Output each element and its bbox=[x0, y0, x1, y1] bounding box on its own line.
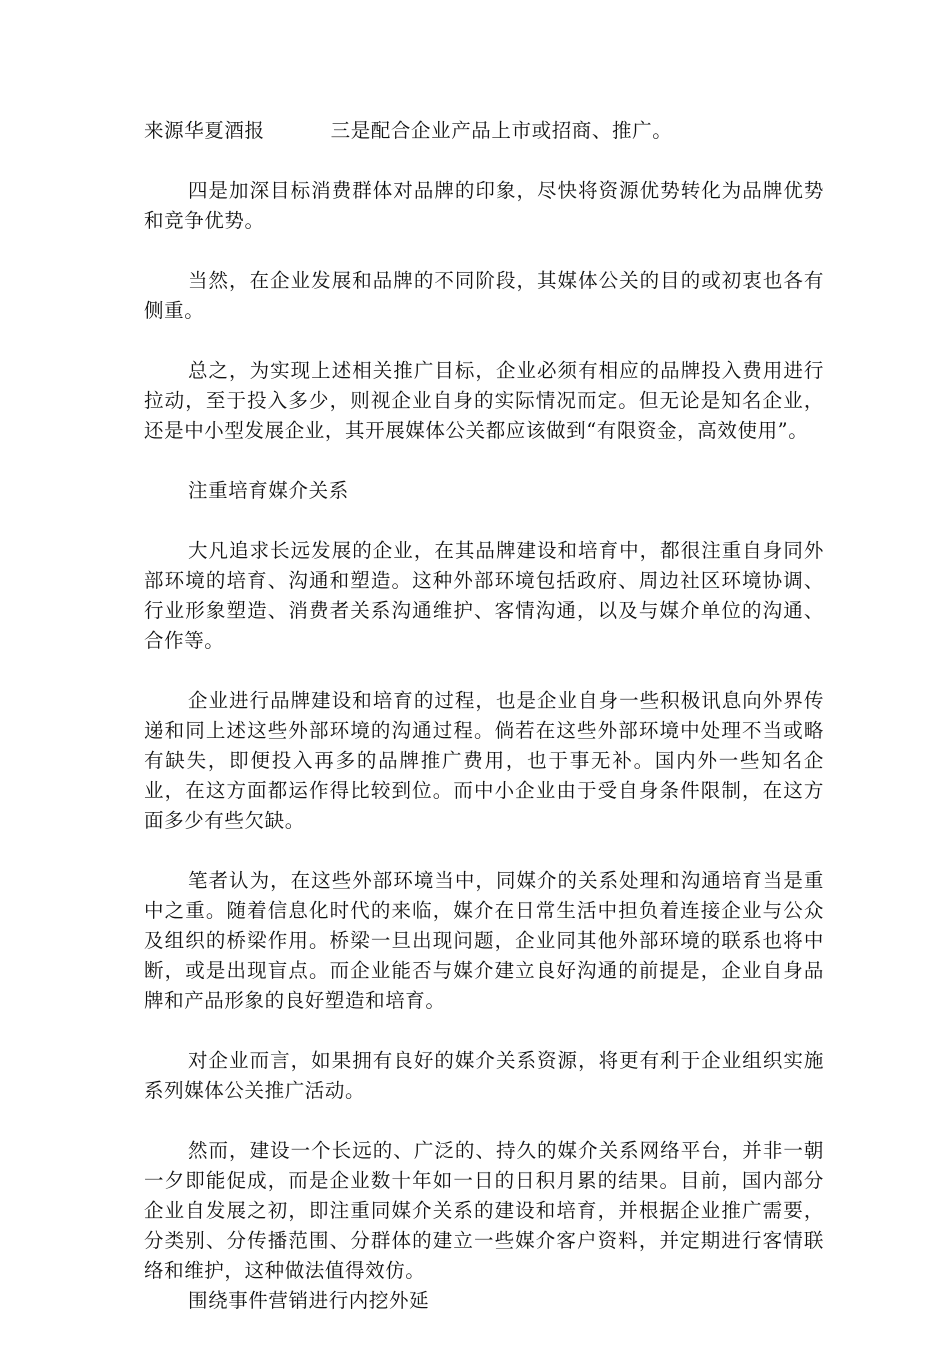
paragraph: 四是加深目标消费群体对品牌的印象，尽快将资源优势转化为品牌优势和竞争优势。 bbox=[144, 179, 824, 232]
source-line: 来源华夏酒报 bbox=[144, 119, 265, 142]
paragraph: 笔者认为，在这些外部环境当中，同媒介的关系处理和沟通培育当是重中之重。随着信息化时代的来临，媒介在日常生活中担负着连接企业与公众及组织的桥梁作用。桥梁一旦出现问题，企业同其他外部环境的联系也将中断，或是出现盲点。而企业能否与媒介建立良好沟通的前提是，企业自身品牌和产品形象的良好塑造和培育。 bbox=[144, 869, 824, 1012]
paragraph: 总之，为实现上述相关推广目标，企业必须有相应的品牌投入费用进行拉动，至于投入多少，则视企业自身的实际情况而定。但无论是知名企业，还是中小型发展企业，其开展媒体公关都应该做到“有限资金，高效使用”。 bbox=[144, 359, 824, 442]
paragraph: 企业进行品牌建设和培育的过程，也是企业自身一些积极讯息向外界传递和同上述这些外部环境的沟通过程。倘若在这些外部环境中处理不当或略有缺失，即便投入再多的品牌推广费用，也于事无补。国内外一些知名企业，在这方面都运作得比较到位。而中小企业由于受自身条件限制，在这方面多少有些欠缺。 bbox=[144, 689, 824, 832]
document-page bbox=[144, 116, 824, 1346]
paragraph: 对企业而言，如果拥有良好的媒介关系资源，将更有利于企业组织实施系列媒体公关推广活动。 bbox=[144, 1049, 824, 1102]
paragraph: 然而，建设一个长远的、广泛的、持久的媒介关系网络平台，并非一朝一夕即能促成，而是企业数十年如一日的日积月累的结果。目前，国内部分企业自发展之初，即注重同媒介关系的建设和培育，并根据企业推广需要，分类别、分传播范围、分群体的建立一些媒介客户资料，并定期进行客情联络和维护，这种做法值得效仿。 bbox=[144, 1139, 824, 1282]
paragraph: 大凡追求长远发展的企业，在其品牌建设和培育中，都很注重自身同外部环境的培育、沟通和塑造。这种外部环境包括政府、周边社区环境协调、行业形象塑造、消费者关系沟通维护、客情沟通，以及与媒介单位的沟通、合作等。 bbox=[144, 539, 824, 652]
source-paragraph bbox=[144, 116, 824, 146]
section-heading: 围绕事件营销进行内挖外延 bbox=[188, 1289, 430, 1312]
paragraph-text: 三是配合企业产品上市或招商、推广。 bbox=[330, 119, 673, 142]
section-heading: 注重培育媒介关系 bbox=[188, 479, 349, 502]
paragraph: 当然，在企业发展和品牌的不同阶段，其媒体公关的目的或初衷也各有侧重。 bbox=[144, 269, 824, 322]
